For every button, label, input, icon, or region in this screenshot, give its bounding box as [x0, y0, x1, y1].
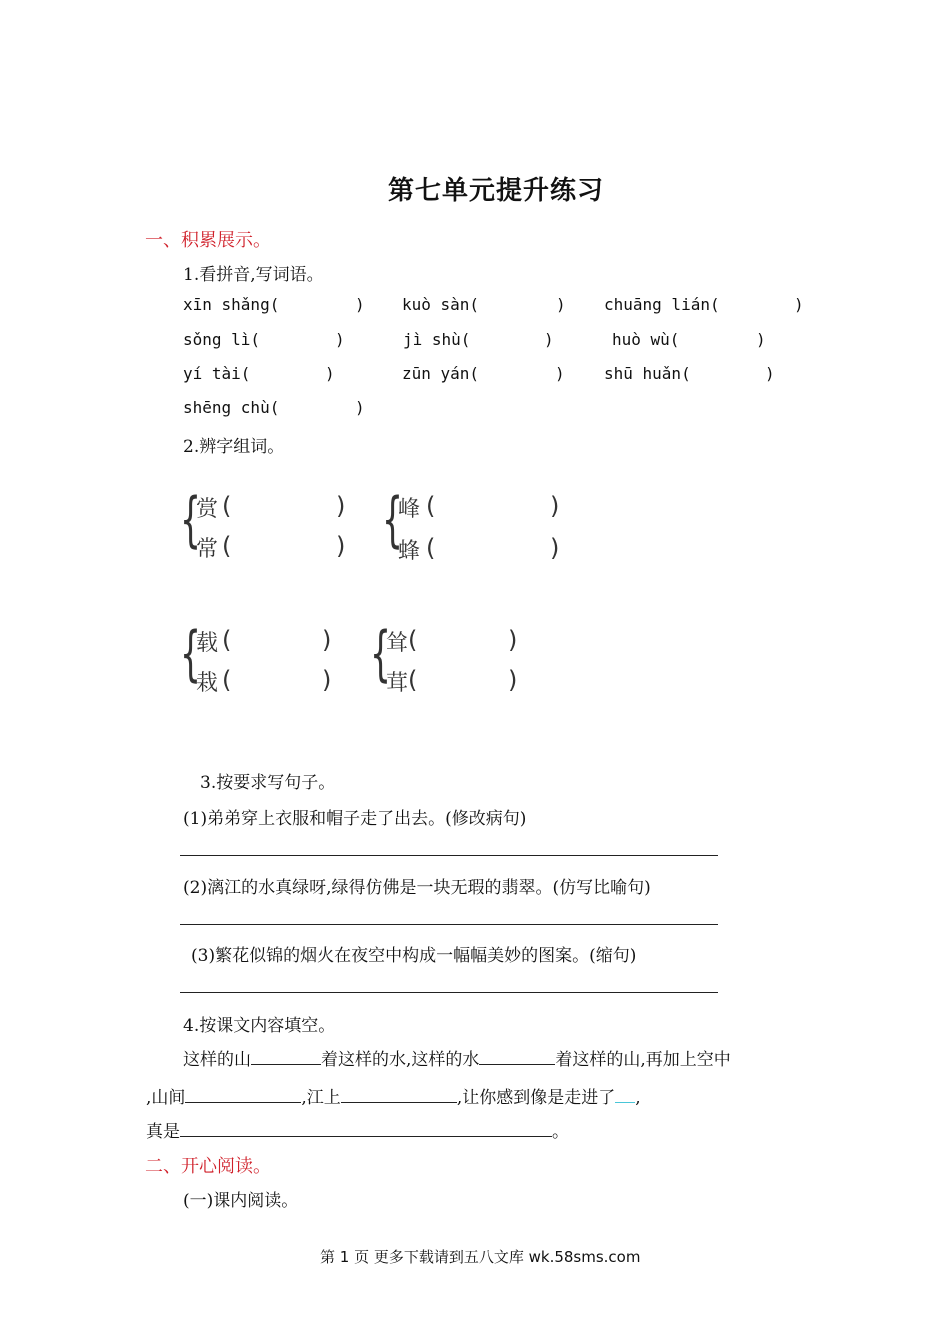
question-3-label: 3.按要求写句子。	[200, 773, 336, 793]
pinyin-item: sǒng lì(	[183, 330, 261, 349]
fill-text: 着这样的山,再加上空中	[555, 1050, 731, 1070]
left-brace-icon: {	[370, 619, 392, 689]
pinyin-close-paren: )	[355, 398, 365, 417]
sentence-task: (1)弟弟穿上衣服和帽子走了出去。(修改病句)	[183, 809, 527, 829]
open-paren: (	[222, 666, 232, 694]
question-2-label: 2.辨字组词。	[183, 437, 285, 457]
close-paren: )	[508, 666, 518, 694]
fill-text: ,	[635, 1088, 641, 1108]
open-paren: (	[408, 626, 418, 654]
left-brace-icon: {	[180, 485, 202, 555]
close-paren: )	[322, 666, 332, 694]
fill-text: 真是	[146, 1122, 180, 1142]
fill-text: 这样的山	[183, 1050, 251, 1070]
page-title: 第七单元提升练习	[388, 176, 605, 206]
close-paren: )	[336, 532, 346, 560]
pinyin-close-paren: )	[555, 364, 565, 383]
close-paren: )	[550, 534, 560, 562]
group-char: 栽	[196, 671, 219, 696]
answer-line[interactable]	[180, 855, 718, 856]
pinyin-item: kuò sàn(	[402, 295, 480, 314]
fill-blank[interactable]	[615, 1084, 635, 1103]
fill-blank[interactable]	[251, 1046, 321, 1065]
left-brace-icon: {	[180, 619, 202, 689]
char-group	[180, 620, 350, 700]
group-char: 载	[196, 631, 219, 656]
pinyin-item: huò wù(	[612, 330, 680, 349]
fill-blank[interactable]	[180, 1118, 552, 1137]
question-1-label: 1.看拼音,写词语。	[183, 265, 324, 285]
pinyin-close-paren: )	[544, 330, 554, 349]
pinyin-close-paren: )	[335, 330, 345, 349]
fill-blank[interactable]	[479, 1046, 555, 1065]
open-paren: (	[408, 666, 418, 694]
fill-text: 。	[552, 1122, 569, 1142]
fill-text: ,江上	[301, 1088, 341, 1108]
group-char: 耸	[386, 631, 409, 656]
char-group	[370, 620, 540, 700]
group-char: 蜂	[398, 539, 421, 564]
open-paren: (	[222, 492, 232, 520]
pinyin-item: shū huǎn(	[604, 364, 691, 383]
open-paren: (	[426, 534, 436, 562]
pinyin-item: jì shù(	[403, 330, 471, 349]
pinyin-close-paren: )	[355, 295, 365, 314]
fill-text: ,山间	[146, 1088, 186, 1108]
group-char: 茸	[386, 671, 409, 696]
pinyin-close-paren: )	[325, 364, 335, 383]
group-char: 赏	[196, 497, 219, 522]
open-paren: (	[222, 626, 232, 654]
pinyin-item: xīn shǎng(	[183, 295, 280, 314]
answer-line[interactable]	[180, 924, 718, 925]
group-char: 峰	[398, 497, 421, 522]
pinyin-item: zūn yán(	[402, 364, 480, 383]
fill-blank[interactable]	[185, 1084, 301, 1103]
pinyin-close-paren: )	[794, 295, 804, 314]
open-paren: (	[426, 492, 436, 520]
pinyin-close-paren: )	[765, 364, 775, 383]
close-paren: )	[336, 492, 346, 520]
char-group	[180, 486, 360, 566]
group-char: 常	[196, 537, 219, 562]
fill-text: ,让你感到像是走进了	[456, 1088, 616, 1108]
answer-line[interactable]	[180, 992, 718, 993]
sentence-task: (3)繁花似锦的烟火在夜空中构成一幅幅美妙的图案。(缩句)	[191, 946, 637, 966]
fill-line-2	[146, 1083, 641, 1108]
pinyin-close-paren: )	[756, 330, 766, 349]
subsection-label: (一)课内阅读。	[183, 1191, 299, 1211]
open-paren: (	[222, 532, 232, 560]
fill-line-1	[183, 1045, 731, 1070]
fill-blank[interactable]	[341, 1084, 457, 1103]
close-paren: )	[550, 492, 560, 520]
question-4-label: 4.按课文内容填空。	[183, 1016, 336, 1036]
fill-line-3	[146, 1117, 569, 1142]
close-paren: )	[322, 626, 332, 654]
char-group	[382, 486, 582, 566]
left-brace-icon: {	[382, 485, 404, 555]
close-paren: )	[508, 626, 518, 654]
pinyin-item: yí tài(	[183, 364, 251, 383]
fill-text: 着这样的水,这样的水	[321, 1050, 480, 1070]
pinyin-close-paren: )	[556, 295, 566, 314]
sentence-task: (2)漓江的水真绿呀,绿得仿佛是一块无瑕的翡翠。(仿写比喻句)	[183, 878, 651, 898]
section-heading-2: 二、开心阅读。	[145, 1156, 271, 1177]
pinyin-item: chuāng lián(	[604, 295, 720, 314]
page-footer: 第 1 页 更多下载请到五八文库 wk.58sms.com	[320, 1248, 641, 1266]
pinyin-item: shēng chù(	[183, 398, 280, 417]
section-heading-1: 一、积累展示。	[145, 230, 271, 251]
